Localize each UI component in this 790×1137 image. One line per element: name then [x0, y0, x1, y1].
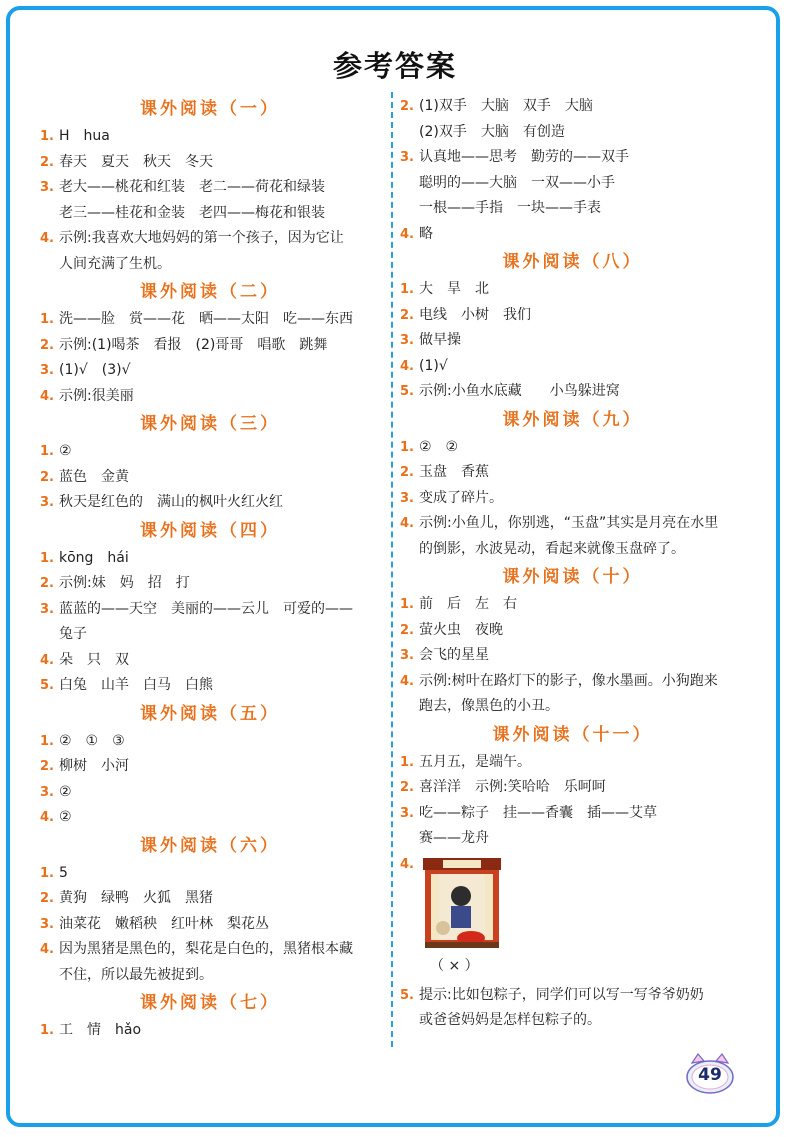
section-title: 课外阅读（四） — [140, 520, 280, 541]
answer-item — [40, 597, 380, 623]
answer-number: 3. — [40, 601, 54, 617]
answer-item — [40, 937, 380, 963]
answer-item — [400, 750, 745, 776]
answer-number: 4. — [40, 652, 54, 668]
answer-text-continued: 跑去，像黑色的小丑。 — [419, 698, 559, 714]
answer-number: 4. — [400, 226, 414, 242]
answer-item — [400, 354, 745, 380]
answer-text: 认真地——思考 勤劳的——双手 — [419, 149, 629, 165]
answer-text: 示例:妹 妈 招 打 — [59, 575, 190, 591]
page-title: 参考答案 — [332, 49, 457, 83]
answer-text: 洗——脸 赏——花 晒——太阳 吃——东西 — [59, 311, 353, 327]
answer-number: 1. — [40, 865, 54, 881]
section-title: 课外阅读（九） — [502, 409, 643, 430]
answer-number: 2. — [40, 469, 54, 485]
answer-text-continued: 聪明的——大脑 一双——小手 — [419, 174, 615, 191]
answer-number: 2. — [400, 307, 414, 323]
answer-text: 大 旱 北 — [419, 281, 489, 297]
answer-item — [40, 175, 380, 201]
answer-number: 1. — [400, 282, 414, 297]
answer-number: 1. — [40, 733, 54, 749]
answer-number: 5. — [400, 384, 414, 399]
answer-text: ② — [59, 809, 72, 825]
answer-text: 示例:(1)喝茶 看报 (2)哥哥 唱歌 跳舞 — [59, 336, 328, 353]
answer-text: (1)双手 大脑 双手 大脑 — [419, 98, 593, 114]
answer-item — [40, 358, 380, 384]
answer-item — [40, 150, 380, 176]
answer-number: 4. — [400, 358, 414, 374]
answer-item — [400, 460, 745, 486]
answer-item — [40, 886, 380, 912]
answer-text: 提示:比如包粽子，同学们可以写一写爷爷奶奶 — [419, 986, 704, 1003]
answer-text: ② — [59, 443, 72, 459]
answer-text: (1)√ (3)√ — [59, 362, 131, 378]
section-title: 课外阅读（六） — [140, 835, 280, 856]
answer-text: 因为黑猪是黑色的，梨花是白色的，黑猪根本藏 — [59, 941, 353, 957]
column-divider — [391, 92, 393, 1047]
answer-number: 3. — [40, 363, 54, 378]
section-title: 课外阅读（八） — [502, 252, 643, 272]
answer-text: 秋天是红色的 满山的枫叶火红火红 — [59, 494, 283, 510]
answer-item — [400, 618, 745, 644]
answer-number: 5. — [40, 678, 54, 693]
answer-item — [400, 983, 745, 1009]
section-title: 课外阅读（三） — [140, 414, 280, 434]
answer-text: 白兔 山羊 白马 白熊 — [59, 677, 213, 693]
answer-text: 变成了碎片。 — [419, 489, 503, 506]
answer-picture — [421, 856, 503, 951]
answer-item — [400, 328, 745, 354]
answer-number: 2. — [400, 780, 414, 795]
answer-item — [400, 486, 745, 512]
answer-text: 示例:小鱼水底藏 小鸟躲进窝 — [419, 383, 620, 399]
answer-number: 4. — [40, 388, 54, 404]
answer-item — [40, 384, 380, 410]
answer-number: 3. — [400, 805, 414, 821]
answer-item — [400, 669, 745, 695]
answer-number: 2. — [40, 759, 54, 774]
answer-item — [40, 1018, 380, 1044]
answer-item — [40, 912, 380, 938]
left-column — [40, 94, 380, 1044]
answer-item — [40, 673, 380, 699]
answer-text-continued: 的倒影，水波晃动，看起来就像玉盘碎了。 — [419, 540, 685, 557]
answer-number: 5. — [400, 987, 414, 1003]
answer-number: 2. — [40, 154, 54, 170]
answer-text: 示例:我喜欢大地妈妈的第一个孩子，因为它让 — [59, 230, 344, 246]
answer-number: 1. — [400, 597, 414, 612]
answer-number: 3. — [40, 916, 54, 932]
answer-item — [400, 801, 745, 827]
answer-text-continued: 或爸爸妈妈是怎样包粽子的。 — [419, 1012, 601, 1028]
answer-number: 3. — [400, 648, 414, 663]
answer-text: 五月五，是端午。 — [419, 753, 531, 770]
section-title: 课外阅读（十） — [502, 567, 643, 587]
page-number: 49 — [698, 1065, 722, 1085]
answer-text: 示例:小鱼儿，你别逃，“玉盘”其实是月亮在水里 — [419, 515, 719, 531]
answer-item — [40, 861, 380, 887]
answer-item — [40, 439, 380, 465]
answer-number: 4. — [400, 516, 414, 531]
section-title: 课外阅读（十一） — [492, 724, 653, 745]
answer-item — [400, 511, 745, 537]
answer-text: 工 情 hǎo — [59, 1022, 142, 1038]
answer-number: 2. — [400, 622, 414, 638]
answer-item — [400, 145, 745, 171]
answer-item — [40, 780, 380, 806]
answer-number: 3. — [400, 333, 414, 348]
answer-text-continued: 人间充满了生机。 — [59, 255, 171, 272]
answer-text: 示例:很美丽 — [59, 387, 134, 404]
answer-item — [400, 592, 745, 618]
answer-item — [40, 648, 380, 674]
answer-text: H hua — [59, 128, 110, 144]
answer-number: 2. — [400, 99, 414, 114]
answer-item — [40, 805, 380, 831]
answer-number: 3. — [400, 150, 414, 165]
answer-number: 2. — [40, 576, 54, 591]
answer-item — [40, 490, 380, 516]
answer-number: 4. — [400, 856, 414, 872]
answer-number: 2. — [40, 337, 54, 353]
answer-text: 老大——桃花和红装 老二——荷花和绿装 — [59, 179, 325, 195]
answer-text-continued: 兔子 — [59, 626, 87, 642]
answer-number: 3. — [40, 784, 54, 800]
answer-text: 电线 小树 我们 — [419, 306, 531, 323]
answer-number: 1. — [40, 129, 54, 144]
answer-number: 1. — [40, 312, 54, 327]
answer-text: 萤火虫 夜晚 — [419, 621, 503, 638]
answer-text: 喜洋洋 示例:笑哈哈 乐呵呵 — [419, 779, 606, 795]
answer-text: 黄狗 绿鸭 火狐 黑猪 — [59, 890, 213, 906]
right-column — [400, 94, 745, 1034]
answer-text: ② ① ③ — [59, 732, 125, 749]
answer-text: 油菜花 嫩稻秧 红叶林 梨花丛 — [59, 915, 269, 932]
answer-item — [400, 643, 745, 669]
answer-item — [400, 277, 745, 303]
answer-text: 5 — [59, 864, 68, 881]
answer-text: ② — [59, 783, 72, 800]
answer-number: 3. — [400, 490, 414, 506]
answer-text: 春天 夏天 秋天 冬天 — [59, 153, 213, 170]
answer-text: 前 后 左 右 — [419, 596, 517, 612]
answer-text: 蓝蓝的——天空 美丽的——云儿 可爱的—— — [59, 600, 353, 617]
answer-text: 吃——粽子 挂——香囊 插——艾草 — [419, 804, 657, 821]
answer-number: 1. — [40, 550, 54, 566]
page-number-badge — [684, 1051, 736, 1095]
answer-text: ② ② — [419, 438, 459, 455]
answer-text: kōng hái — [59, 549, 129, 566]
answer-text: 玉盘 香蕉 — [419, 464, 489, 480]
answer-item — [40, 226, 380, 252]
answer-text: 柳树 小河 — [59, 758, 129, 774]
answer-item — [400, 379, 745, 405]
answer-item — [400, 222, 745, 248]
answer-item — [40, 729, 380, 755]
answer-text-continued: (2)双手 大脑 有创造 — [419, 123, 565, 140]
answer-text-continued: 一根——手指 一块——手表 — [419, 200, 601, 216]
answer-number: 4. — [40, 231, 54, 246]
answer-text: 略 — [419, 225, 433, 242]
answer-number: 2. — [400, 465, 414, 480]
answer-item — [40, 333, 380, 359]
answer-text: 蓝色 金黄 — [59, 468, 129, 485]
answer-number: 1. — [400, 439, 414, 455]
answer-text-continued: 老三——桂花和金装 老四——梅花和银装 — [59, 204, 325, 221]
answer-item — [400, 775, 745, 801]
answer-text: 做早操 — [419, 332, 461, 348]
section-title: 课外阅读（一） — [140, 99, 280, 119]
section-title: 课外阅读（五） — [140, 703, 280, 724]
answer-number: 4. — [40, 810, 54, 825]
answer-number: 4. — [400, 673, 414, 689]
answer-text-continued: 不住，所以最先被捉到。 — [59, 966, 213, 983]
answer-item — [400, 852, 745, 951]
answer-item — [40, 754, 380, 780]
answer-number: 3. — [40, 180, 54, 195]
section-title: 课外阅读（七） — [140, 993, 280, 1013]
answer-text — [419, 852, 745, 951]
dragon-boat-door-illustration — [421, 856, 503, 951]
answer-item — [40, 546, 380, 572]
picture-answer-mark: （ × ） — [430, 957, 479, 974]
answer-item — [400, 94, 745, 120]
answer-text: 示例:树叶在路灯下的影子，像水墨画。小狗跑来 — [419, 672, 718, 689]
answer-number: 4. — [40, 942, 54, 957]
answer-number: 2. — [40, 891, 54, 906]
answer-item — [40, 465, 380, 491]
answer-item — [40, 124, 380, 150]
answer-item — [400, 435, 745, 461]
answer-number: 1. — [40, 1023, 54, 1038]
answer-number: 1. — [40, 444, 54, 459]
answer-item — [40, 571, 380, 597]
section-title: 课外阅读（二） — [140, 282, 280, 302]
answer-text: 朵 只 双 — [59, 651, 129, 668]
answer-item — [40, 307, 380, 333]
answer-number: 3. — [40, 495, 54, 510]
answer-number: 1. — [400, 754, 414, 770]
answer-text: 会飞的星星 — [419, 647, 489, 663]
answer-text-continued: 赛——龙舟 — [419, 830, 489, 846]
answer-text: (1)√ — [419, 357, 448, 374]
answer-item — [400, 303, 745, 329]
